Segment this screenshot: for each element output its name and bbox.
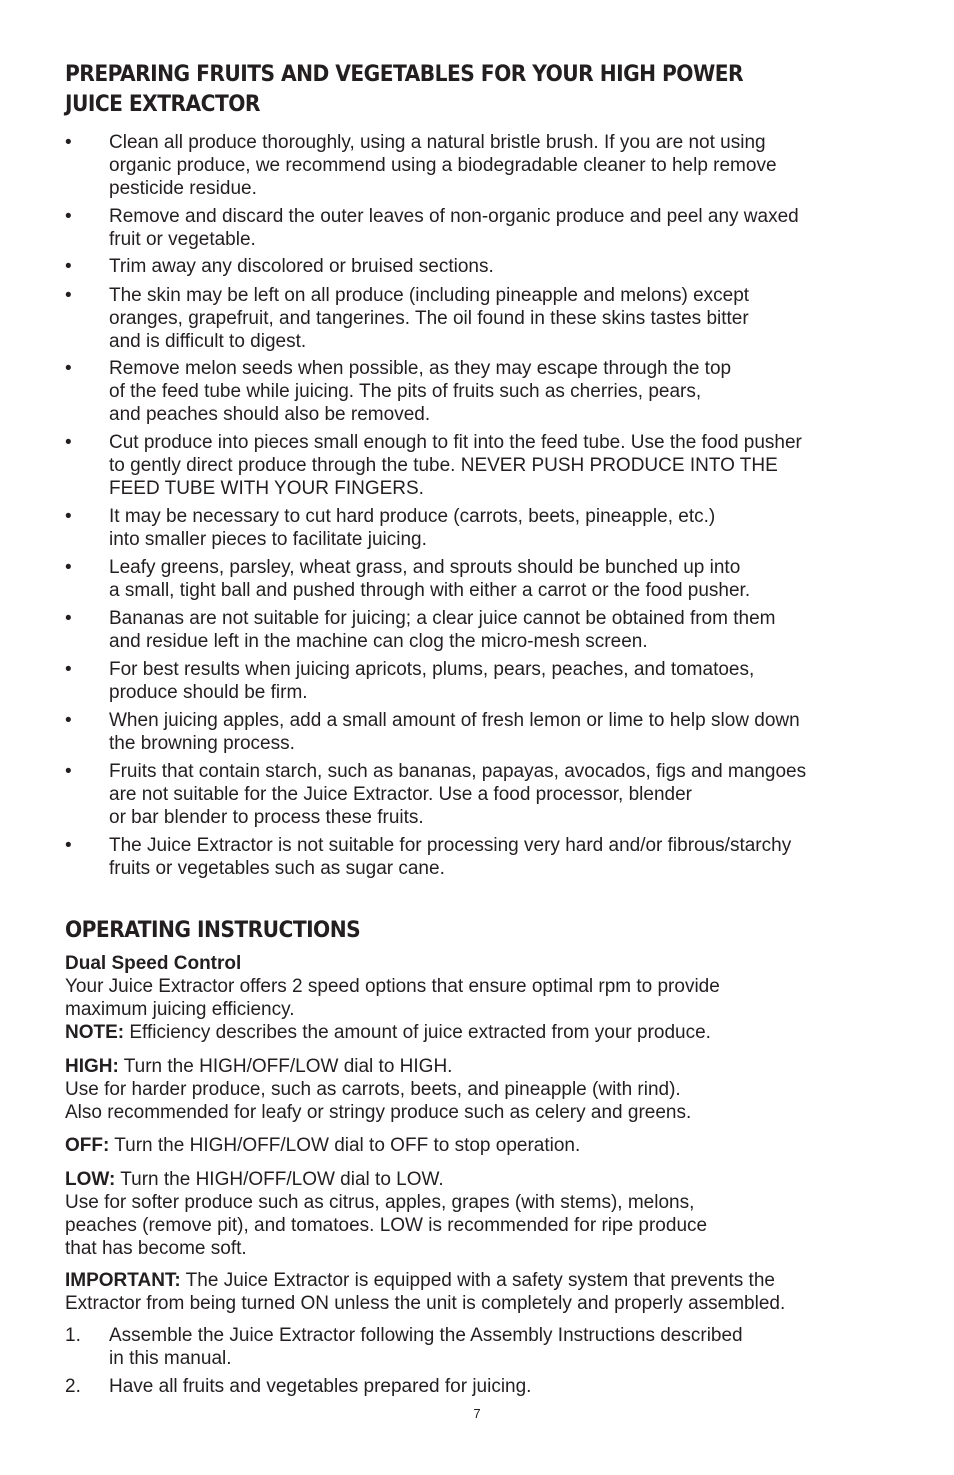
step-item: Assemble the Juice Extractor following the Assembly Instructions described in this manual. xyxy=(109,1325,743,1369)
section-title-operating: OPERATING INSTRUCTIONS xyxy=(65,918,361,943)
bullet-marker: • xyxy=(65,608,72,629)
bullet-item: Leafy greens, parsley, wheat grass, and sprouts should be bunched up into a small, tight ball and pushed through with either a carrot or the food pusher. xyxy=(109,557,751,601)
important-label: IMPORTANT: xyxy=(65,1270,181,1291)
off-label: OFF: xyxy=(65,1135,110,1156)
high-paragraph xyxy=(65,1055,895,1124)
step-number: 2. xyxy=(65,1376,81,1397)
bullet-marker: • xyxy=(65,506,72,527)
bullet-marker: • xyxy=(65,132,72,153)
subheading-dual-speed: Dual Speed Control xyxy=(65,953,242,974)
off-text: Turn the HIGH/OFF/LOW dial to OFF to stop operation. xyxy=(109,1135,581,1156)
important-text: The Juice Extractor is equipped with a safety system that prevents the Extractor from being turned ON unless the unit is completely and properly assembled. xyxy=(65,1270,786,1314)
bullet-item: When juicing apples, add a small amount of fresh lemon or lime to help slow down the browning process. xyxy=(109,710,800,754)
section-title-preparing-line2: JUICE EXTRACTOR xyxy=(65,92,260,117)
high-label: HIGH: xyxy=(65,1056,119,1077)
note-label: NOTE: xyxy=(65,1022,125,1043)
bullet-marker: • xyxy=(65,761,72,782)
low-paragraph xyxy=(65,1168,895,1260)
bullet-item: Fruits that contain starch, such as bananas, papayas, avocados, figs and mangoes are not suitable for the Juice Extractor. Use a food processor, blender or bar blender to process these fruits. xyxy=(109,761,807,828)
bullet-item: Trim away any discolored or bruised sections. xyxy=(109,256,494,277)
bullet-marker: • xyxy=(65,557,72,578)
bullet-marker: • xyxy=(65,659,72,680)
note-paragraph xyxy=(65,1021,895,1044)
bullet-item: Remove and discard the outer leaves of non-organic produce and peel any waxed fruit or vegetable. xyxy=(109,206,799,250)
bullet-marker: • xyxy=(65,432,72,453)
section-title-preparing-line1: PREPARING FRUITS AND VEGETABLES FOR YOUR HIGH POWER xyxy=(65,62,744,87)
bullet-item: Remove melon seeds when possible, as they may escape through the top of the feed tube while juicing. The pits of fruits such as cherries, pears, and peaches should also be removed. xyxy=(109,358,732,425)
note-text: Efficiency describes the amount of juice extracted from your produce. xyxy=(124,1022,711,1043)
bullet-item: The Juice Extractor is not suitable for processing very hard and/or fibrous/starchy fruits or vegetables such as sugar cane. xyxy=(109,835,792,879)
low-text: Turn the HIGH/OFF/LOW dial to LOW. Use for softer produce such as citrus, apples, grapes (with stems), melons, peaches (remove pit), and tomatoes. LOW is recommended for ripe produce that has become soft. xyxy=(65,1169,708,1259)
important-paragraph xyxy=(65,1269,895,1315)
bullet-item: The skin may be left on all produce (including pineapple and melons) except oranges, grapefruit, and tangerines. The oil found in these skins tastes bitter and is difficult to digest. xyxy=(109,285,750,352)
intro-paragraph: Your Juice Extractor offers 2 speed options that ensure optimal rpm to provide maximum juicing efficiency. xyxy=(65,976,720,1020)
step-number: 1. xyxy=(65,1325,81,1346)
page-number: 7 xyxy=(473,1406,481,1421)
bullet-item: It may be necessary to cut hard produce (carrots, beets, pineapple, etc.) into smaller pieces to facilitate juicing. xyxy=(109,506,716,550)
bullet-item: Clean all produce thoroughly, using a natural bristle brush. If you are not using organic produce, we recommend using a biodegradable cleaner to help remove pesticide residue. xyxy=(109,132,777,199)
bullet-marker: • xyxy=(65,710,72,731)
off-paragraph xyxy=(65,1134,895,1157)
bullet-marker: • xyxy=(65,285,72,306)
bullet-item: For best results when juicing apricots, plums, pears, peaches, and tomatoes, produce should be firm. xyxy=(109,659,755,703)
high-text: Turn the HIGH/OFF/LOW dial to HIGH. Use for harder produce, such as carrots, beets, and pineapple (with rind). Also recommended for leafy or stringy produce such as celery and greens. xyxy=(65,1056,692,1123)
bullet-marker: • xyxy=(65,206,72,227)
bullet-marker: • xyxy=(65,835,72,856)
bullet-marker: • xyxy=(65,358,72,379)
step-item: Have all fruits and vegetables prepared for juicing. xyxy=(109,1376,532,1397)
bullet-marker: • xyxy=(65,256,72,277)
bullet-item: Cut produce into pieces small enough to fit into the feed tube. Use the food pusher to gently direct produce through the tube. NEVER PUSH PRODUCE INTO THE FEED TUBE WITH YOUR FINGERS. xyxy=(109,432,802,499)
low-label: LOW: xyxy=(65,1169,116,1190)
bullet-item: Bananas are not suitable for juicing; a clear juice cannot be obtained from them and residue left in the machine can clog the micro-mesh screen. xyxy=(109,608,776,652)
